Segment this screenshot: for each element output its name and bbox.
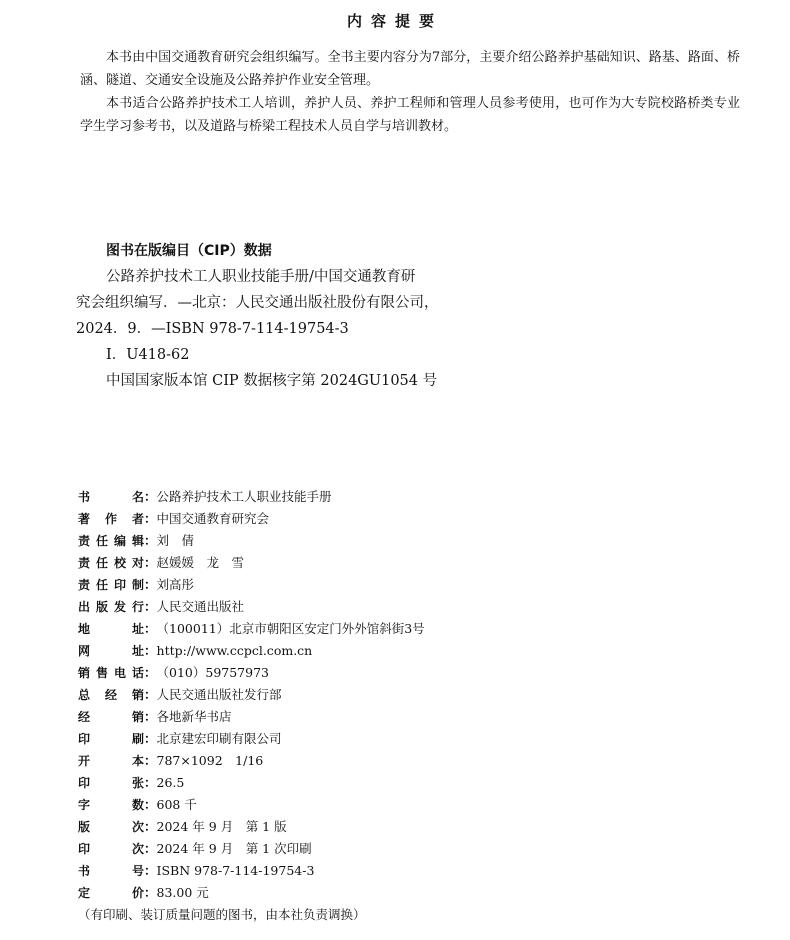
publication-info xyxy=(78,486,678,926)
info-colon: ： xyxy=(144,797,157,812)
info-row xyxy=(78,750,678,772)
info-row xyxy=(78,706,678,728)
info-row xyxy=(78,794,678,816)
summary-paragraph: 本书适合公路养护技术工人培训，养护人员、养护工程师和管理人员参考使用，也可作为大专院校路桥类专业学生学习参考书，以及道路与桥梁工程技术人员自学与培训教材。 xyxy=(80,96,740,134)
info-row xyxy=(78,530,678,552)
page-heading: 内容提要 xyxy=(346,12,443,30)
cip-heading: 图书在版编目（CIP）数据 xyxy=(106,243,272,259)
info-label: 印 次 xyxy=(78,842,144,856)
info-colon: ： xyxy=(144,621,157,636)
cip-block xyxy=(76,238,496,394)
info-row xyxy=(78,882,678,904)
info-value: ISBN 978-7-114-19754-3 xyxy=(156,863,315,878)
info-label: 责 任 印 制 xyxy=(78,578,144,592)
info-value: http://www.ccpcl.com.cn xyxy=(156,643,313,658)
info-value: 刘 倩 xyxy=(156,533,195,548)
info-colon: ： xyxy=(144,841,157,856)
info-row xyxy=(78,860,678,882)
info-colon: ： xyxy=(144,687,157,702)
summary-section xyxy=(80,46,740,138)
info-row xyxy=(78,838,678,860)
info-value: 中国交通教育研究会 xyxy=(156,511,270,526)
info-label: 印 刷 xyxy=(78,732,144,746)
info-label: 版 次 xyxy=(78,820,144,834)
info-label: 印 张 xyxy=(78,776,144,790)
info-value: 26.5 xyxy=(156,775,185,790)
info-label: 书 名 xyxy=(78,490,144,504)
info-value: 刘高彤 xyxy=(156,577,195,592)
cip-line: 究会组织编写．—北京：人民交通出版社股份有限公司， xyxy=(76,295,439,311)
info-row xyxy=(78,640,678,662)
info-label: 网 址 xyxy=(78,644,144,658)
info-value: 公路养护技术工人职业技能手册 xyxy=(156,489,332,504)
info-row xyxy=(78,618,678,640)
info-value: 787×1092 1/16 xyxy=(156,753,264,768)
cip-line: 中国国家版本馆 CIP 数据核字第 2024GU1054 号 xyxy=(106,373,438,389)
info-value: 608 千 xyxy=(156,797,197,812)
info-row xyxy=(78,596,678,618)
info-label: 地 址 xyxy=(78,622,144,636)
info-colon: ： xyxy=(144,885,157,900)
info-label: 字 数 xyxy=(78,798,144,812)
info-row xyxy=(78,486,678,508)
cip-line: 公路养护技术工人职业技能手册/中国交通教育研 xyxy=(106,269,416,285)
cip-line: Ⅰ．U418-62 xyxy=(106,347,190,363)
info-colon: ： xyxy=(144,665,157,680)
info-row xyxy=(78,552,678,574)
info-row xyxy=(78,684,678,706)
cip-line: 2024．9．—ISBN 978-7-114-19754-3 xyxy=(76,321,349,337)
info-label: 责 任 校 对 xyxy=(78,556,144,570)
info-value: （100011）北京市朝阳区安定门外外馆斜街3号 xyxy=(156,621,425,636)
info-label: 著 作 者 xyxy=(78,512,144,526)
info-colon: ： xyxy=(144,643,157,658)
info-row xyxy=(78,508,678,530)
summary-paragraph: 本书由中国交通教育研究会组织编写。全书主要内容分为7部分，主要介绍公路养护基础知识、路基、路面、桥涵、隧道、交通安全设施及公路养护作业安全管理。 xyxy=(80,50,740,88)
info-colon: ： xyxy=(144,511,157,526)
info-label: 经 销 xyxy=(78,710,144,724)
info-row xyxy=(78,772,678,794)
footnote: （有印刷、装订质量问题的图书，由本社负责调换） xyxy=(78,907,366,922)
info-colon: ： xyxy=(144,775,157,790)
info-label: 出 版 发 行 xyxy=(78,600,144,614)
info-value: 人民交通出版社发行部 xyxy=(156,687,282,702)
info-colon: ： xyxy=(144,819,157,834)
info-row xyxy=(78,574,678,596)
info-colon: ： xyxy=(144,709,157,724)
info-value: （010）59757973 xyxy=(156,665,269,680)
info-row xyxy=(78,662,678,684)
info-value: 人民交通出版社 xyxy=(156,599,245,614)
info-value: 2024 年 9 月 第 1 版 xyxy=(156,819,287,834)
info-colon: ： xyxy=(144,599,157,614)
info-colon: ： xyxy=(144,533,157,548)
info-value: 2024 年 9 月 第 1 次印刷 xyxy=(156,841,312,856)
info-colon: ： xyxy=(144,731,157,746)
info-label: 总 经 销 xyxy=(78,688,144,702)
info-label: 销 售 电 话 xyxy=(78,666,144,680)
info-colon: ： xyxy=(144,863,157,878)
info-colon: ： xyxy=(144,753,157,768)
info-label: 责 任 编 辑 xyxy=(78,534,144,548)
info-value: 北京建宏印刷有限公司 xyxy=(156,731,282,746)
info-value: 赵媛媛 龙 雪 xyxy=(156,555,245,570)
info-label: 书 号 xyxy=(78,864,144,878)
info-label: 定 价 xyxy=(78,886,144,900)
info-colon: ： xyxy=(144,555,157,570)
info-row xyxy=(78,728,678,750)
info-label: 开 本 xyxy=(78,754,144,768)
info-colon: ： xyxy=(144,577,157,592)
info-colon: ： xyxy=(144,489,157,504)
info-value: 各地新华书店 xyxy=(156,709,232,724)
info-value: 83.00 元 xyxy=(156,885,209,900)
info-row xyxy=(78,816,678,838)
